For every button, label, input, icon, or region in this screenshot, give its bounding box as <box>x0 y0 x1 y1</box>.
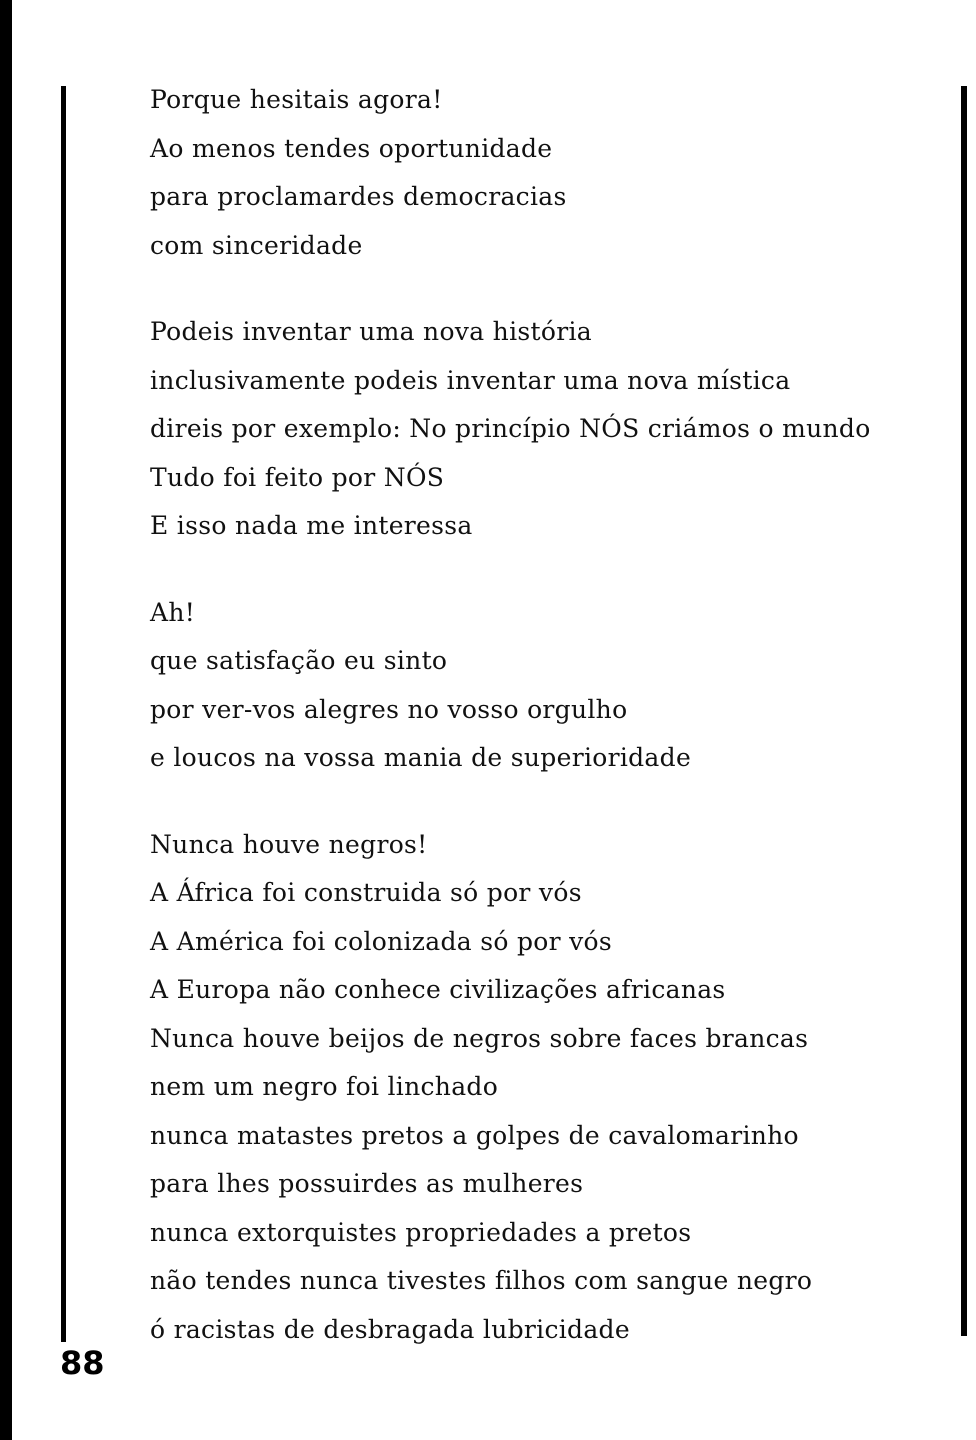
poem-line: nem um negro foi linchado <box>150 1072 499 1101</box>
poem-line: inclusivamente podeis inventar uma nova mística <box>150 365 791 395</box>
left-margin-rule <box>61 86 66 1342</box>
stanza-4 <box>150 821 950 1355</box>
poem-line: A África foi construida só por vós <box>150 878 582 907</box>
page-edge-rule <box>0 0 12 1440</box>
poem-line: Podeis inventar uma nova história <box>150 317 592 346</box>
poem-line: nunca matastes pretos a golpes de cavalomarinho <box>150 1120 799 1150</box>
stanza-2 <box>150 308 950 551</box>
poem-line: E isso nada me interessa <box>150 511 473 540</box>
right-margin-rule <box>961 86 967 1336</box>
poem-line: para proclamardes democracias <box>150 182 567 211</box>
poem-line: A América foi colonizada só por vós <box>150 926 613 956</box>
poem-line: Tudo foi feito por NÓS <box>150 462 445 492</box>
poem-line: para lhes possuirdes as mulheres <box>150 1169 584 1198</box>
page-number: 88 <box>60 1344 105 1382</box>
poem-line: Nunca houve negros! <box>150 829 428 859</box>
poem-line: A Europa não conhece civilizações africanas <box>150 975 726 1004</box>
poem-line: por ver-vos alegres no vosso orgulho <box>150 694 628 724</box>
poem-line: direis por exemplo: No princípio NÓS criámos o mundo <box>150 414 871 443</box>
poem-line: e loucos na vossa mania de superioridade <box>150 743 692 772</box>
poem-line: com sinceridade <box>150 230 363 260</box>
poem-line: ó racistas de desbragada lubricidade <box>150 1314 630 1344</box>
poem-line: nunca extorquistes propriedades a pretos <box>150 1217 692 1247</box>
poem-line: Ah! <box>150 597 196 627</box>
poem-line: Nunca houve beijos de negros sobre faces brancas <box>150 1023 809 1053</box>
stanza-3 <box>150 589 950 783</box>
poem-line: Porque hesitais agora! <box>150 85 443 114</box>
poem-line: não tendes nunca tivestes filhos com sangue negro <box>150 1266 813 1295</box>
poem <box>150 76 950 1392</box>
stanza-1 <box>150 76 950 270</box>
poem-line: que satisfação eu sinto <box>150 646 448 675</box>
poem-line: Ao menos tendes oportunidade <box>150 133 553 163</box>
